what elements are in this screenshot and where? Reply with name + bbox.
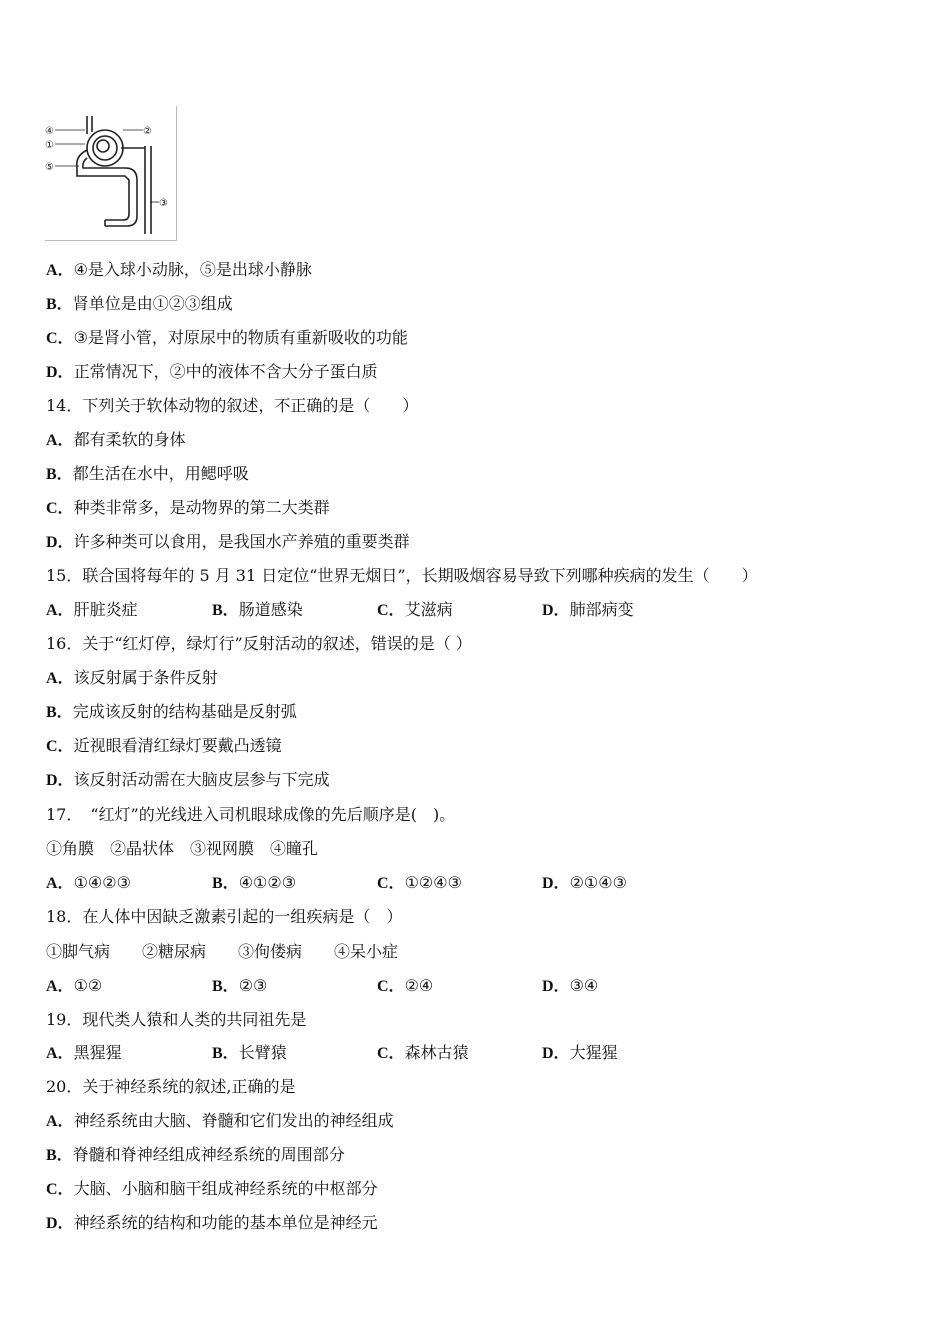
q15-option-b: B．肠道感染	[212, 600, 303, 619]
q14-stem: 14．下列关于软体动物的叙述，不正确的是（ ）	[46, 396, 419, 415]
q19-stem: 19．现代类人猿和人类的共同祖先是	[46, 1010, 307, 1029]
q18-option-a: A．①②	[46, 976, 103, 995]
q15-option-c: C．艾滋病	[377, 600, 453, 619]
label-2: ②	[143, 126, 152, 137]
q13-option-a: A．④是入球小动脉，⑤是出球小静脉	[46, 260, 312, 279]
label-5: ⑤	[45, 162, 54, 173]
nephron-diagram	[45, 106, 177, 241]
q18-items: ①脚气病 ②糖尿病 ③佝偻病 ④呆小症	[46, 942, 399, 961]
q16-option-c: C．近视眼看清红绿灯要戴凸透镜	[46, 736, 282, 755]
q16-option-d: D．该反射活动需在大脑皮层参与下完成	[46, 770, 330, 789]
q16-option-a: A．该反射属于条件反射	[46, 668, 218, 687]
q17-option-c: C．①②④③	[377, 873, 462, 892]
q17-option-b: B．④①②③	[212, 873, 297, 892]
q15-option-d: D．肺部病变	[542, 600, 634, 619]
q19-option-b: B．长臂猿	[212, 1043, 287, 1062]
q19-option-d: D．大猩猩	[542, 1043, 618, 1062]
q17-items: ①角膜 ②晶状体 ③视网膜 ④瞳孔	[46, 839, 319, 858]
q20-option-b: B．脊髓和脊神经组成神经系统的周围部分	[46, 1145, 345, 1164]
q20-stem: 20．关于神经系统的叙述,正确的是	[46, 1077, 296, 1096]
label-3: ③	[159, 198, 168, 209]
q18-stem: 18．在人体中因缺乏激素引起的一组疾病是（ ）	[46, 907, 403, 926]
q15-option-a: A．肝脏炎症	[46, 600, 138, 619]
q16-stem: 16．关于“红灯停，绿灯行”反射活动的叙述，错误的是（ ）	[46, 634, 472, 653]
q18-option-b: B．②③	[212, 976, 268, 995]
q18-option-c: C．②④	[377, 976, 434, 995]
q20-option-d: D．神经系统的结构和功能的基本单位是神经元	[46, 1213, 378, 1232]
q19-option-a: A．黑猩猩	[46, 1043, 122, 1062]
q14-option-a: A．都有柔软的身体	[46, 430, 186, 449]
q17-stem: 17． “红灯”的光线进入司机眼球成像的先后顺序是( )。	[46, 805, 456, 824]
label-4: ④	[45, 126, 54, 137]
q20-option-c: C．大脑、小脑和脑干组成神经系统的中枢部分	[46, 1179, 378, 1198]
q20-option-a: A．神经系统由大脑、脊髓和它们发出的神经组成	[46, 1111, 394, 1130]
nephron-drawing	[45, 106, 176, 240]
q14-option-d: D．许多种类可以食用，是我国水产养殖的重要类群	[46, 532, 410, 551]
q13-option-c: C．③是肾小管，对原尿中的物质有重新吸收的功能	[46, 328, 408, 347]
q17-option-a: A．①④②③	[46, 873, 131, 892]
label-1: ①	[45, 140, 54, 151]
q16-option-b: B．完成该反射的结构基础是反射弧	[46, 702, 297, 721]
q14-option-c: C．种类非常多，是动物界的第二大类群	[46, 498, 330, 517]
q17-option-d: D．②①④③	[542, 873, 627, 892]
q15-stem: 15．联合国将每年的 5 月 31 日定位“世界无烟日”，长期吸烟容易导致下列哪种疾病的发生（ ）	[46, 566, 758, 585]
q14-option-b: B．都生活在水中，用鳃呼吸	[46, 464, 249, 483]
q13-option-d: D．正常情况下，②中的液体不含大分子蛋白质	[46, 362, 378, 381]
q13-option-b: B．肾单位是由①②③组成	[46, 294, 233, 313]
q18-option-d: D．③④	[542, 976, 599, 995]
q19-option-c: C．森林古猿	[377, 1043, 469, 1062]
